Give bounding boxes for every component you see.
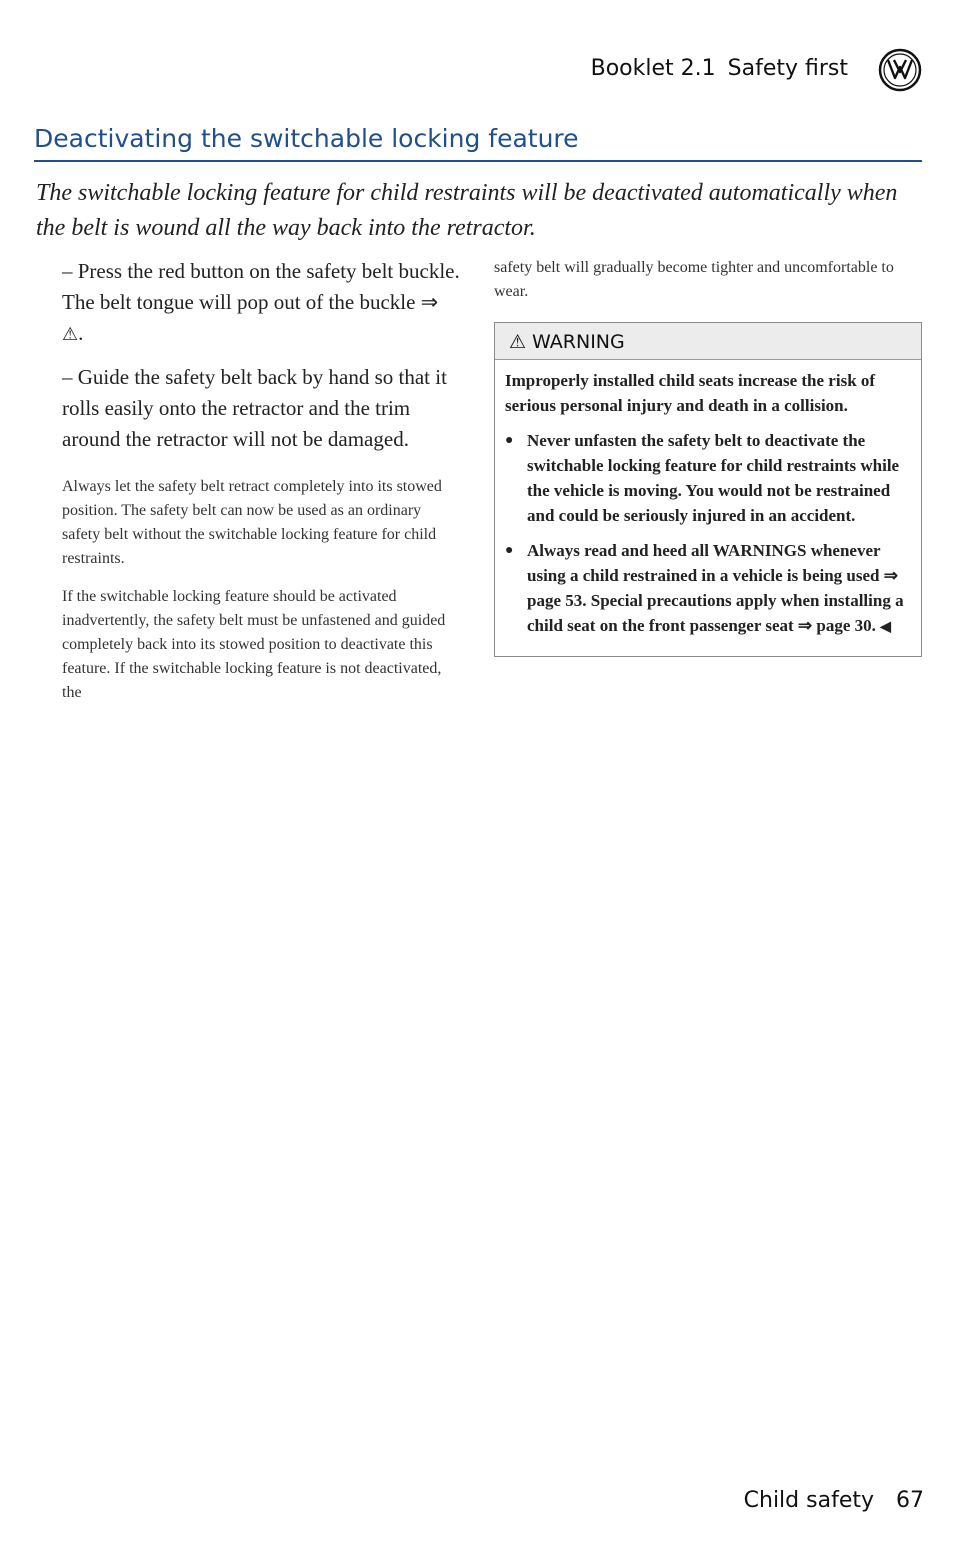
page-number: 67 bbox=[896, 1488, 924, 1513]
page-footer bbox=[744, 1488, 924, 1513]
left-column bbox=[62, 256, 462, 719]
right-column bbox=[494, 256, 924, 657]
step-text: – Press the red button on the safety belt buckle. The belt tongue will pop out of the buckle ⇒ bbox=[62, 259, 460, 314]
vw-logo-icon bbox=[878, 48, 922, 92]
intro-text: The switchable locking feature for child restraints will be deactivated automatically when the belt is wound all the way back into the retractor. bbox=[36, 180, 898, 241]
end-of-section-icon: ◀ bbox=[880, 620, 891, 635]
warning-bullet-text: Always read and heed all WARNINGS whenever using a child restrained in a vehicle is being used ⇒ page 53. Special precautions apply when installing a child seat on the front passenger seat ⇒ page 30. bbox=[527, 541, 904, 635]
bullet-icon: ● bbox=[505, 433, 514, 448]
warning-title: WARNING bbox=[532, 331, 625, 353]
warning-header bbox=[495, 323, 921, 360]
chapter-title: Child safety bbox=[743, 1488, 874, 1513]
step-item: – Press the red button on the safety belt buckle. The belt tongue will pop out of the buckle ⇒ ⚠. bbox=[62, 259, 460, 345]
body-paragraph: If the switchable locking feature should be activated inadvertently, the safety belt must be unfastened and guided completely back into its stowed position to deactivate this feature. If the switchable locking feature is not deactivated, the bbox=[62, 588, 446, 701]
warning-body bbox=[495, 360, 921, 656]
warning-icon: ⚠ bbox=[62, 324, 79, 345]
warning-box bbox=[494, 322, 922, 657]
body-paragraph: Always let the safety belt retract completely into its stowed position. The safety belt can now be used as an ordinary safety belt without the switchable locking feature for child restraints. bbox=[62, 478, 442, 567]
warning-bullet bbox=[505, 428, 911, 528]
bullet-icon: ● bbox=[505, 543, 514, 558]
booklet-label: Booklet 2.1 bbox=[590, 56, 716, 81]
body-paragraph-continued: safety belt will gradually become tighter and uncomfortable to wear. bbox=[494, 259, 894, 300]
step-item: – Guide the safety belt back by hand so that it rolls easily onto the retractor and the trim around the retractor will not be damaged. bbox=[62, 365, 447, 451]
section-heading: Deactivating the switchable locking feature bbox=[34, 124, 579, 153]
page-header bbox=[591, 56, 848, 81]
heading-rule bbox=[34, 160, 922, 162]
warning-icon: ⚠ bbox=[509, 331, 527, 353]
warning-bullet-text: Never unfasten the safety belt to deactivate the switchable locking feature for child restraints while the vehicle is moving. You would not be restrained and could be seriously injured in an accident. bbox=[527, 431, 900, 525]
warning-lead: Improperly installed child seats increase the risk of serious personal injury and death in a collision. bbox=[505, 371, 876, 415]
warning-bullet bbox=[505, 538, 911, 640]
section-label: Safety first bbox=[727, 56, 848, 81]
